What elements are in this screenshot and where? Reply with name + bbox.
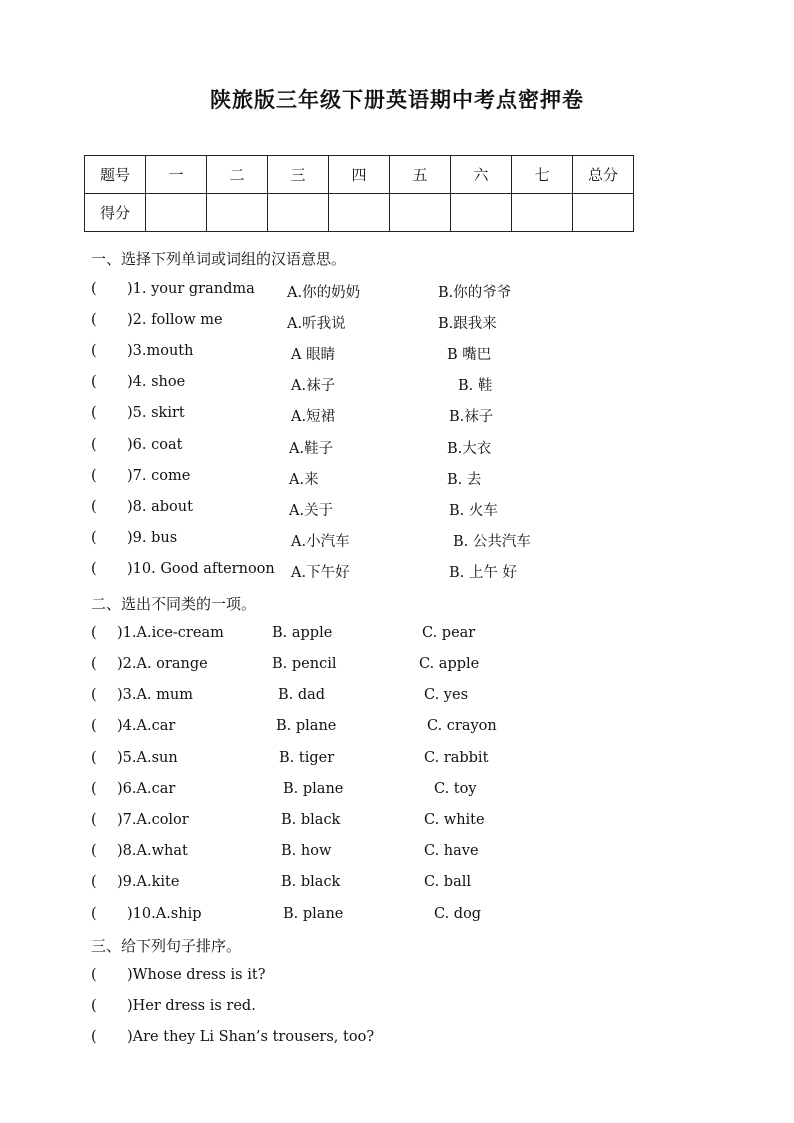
question-text: )4.A.car bbox=[117, 718, 176, 734]
option-b: B. 鞋 bbox=[458, 378, 493, 394]
option-b: B 嘴巴 bbox=[447, 347, 492, 363]
score-cell: 六 bbox=[451, 156, 512, 194]
score-cell: 总分 bbox=[573, 156, 634, 194]
score-table-score-row bbox=[85, 194, 634, 232]
sentence-text: )Are they Li Shan’s trousers, too? bbox=[127, 1029, 375, 1045]
option-b: B. 去 bbox=[447, 472, 482, 488]
page-title: 陕旅版三年级下册英语期中考点密押卷 bbox=[210, 87, 584, 112]
option-b: B. 火车 bbox=[449, 503, 498, 519]
answer-paren[interactable]: ( bbox=[91, 687, 97, 703]
option-c: C. rabbit bbox=[424, 750, 489, 766]
option-a: A.来 bbox=[289, 472, 319, 488]
question-text: )10. Good afternoon bbox=[127, 561, 275, 577]
option-b: B. dad bbox=[278, 687, 326, 703]
score-input-cell[interactable] bbox=[512, 194, 573, 232]
answer-paren[interactable]: ( bbox=[91, 405, 97, 421]
answer-paren[interactable]: ( bbox=[91, 967, 97, 983]
answer-paren[interactable]: ( bbox=[91, 312, 97, 328]
answer-paren[interactable]: ( bbox=[91, 874, 97, 890]
question-text: )10.A.ship bbox=[127, 906, 202, 922]
score-cell: 五 bbox=[390, 156, 451, 194]
option-b: B. black bbox=[281, 874, 341, 890]
score-cell: 一 bbox=[146, 156, 207, 194]
option-b: B. how bbox=[281, 843, 332, 859]
question-text: )2.A. orange bbox=[117, 656, 208, 672]
score-cell: 二 bbox=[207, 156, 268, 194]
sentence-text: )Her dress is red. bbox=[127, 998, 256, 1014]
answer-paren[interactable]: ( bbox=[91, 530, 97, 546]
answer-paren[interactable]: ( bbox=[91, 561, 97, 577]
section3-heading: 三、给下列句子排序。 bbox=[91, 937, 242, 955]
score-cell: 三 bbox=[268, 156, 329, 194]
question-text: )5.A.sun bbox=[117, 750, 178, 766]
question-text: )9.A.kite bbox=[117, 874, 180, 890]
score-cell: 七 bbox=[512, 156, 573, 194]
answer-paren[interactable]: ( bbox=[91, 656, 97, 672]
question-text: )2. follow me bbox=[127, 312, 223, 328]
question-text: )3.A. mum bbox=[117, 687, 194, 703]
option-a: A.小汽车 bbox=[291, 534, 350, 550]
option-b: B. plane bbox=[283, 781, 344, 797]
question-text: )4. shoe bbox=[127, 374, 186, 390]
answer-paren[interactable]: ( bbox=[91, 812, 97, 828]
question-text: )8.A.what bbox=[117, 843, 188, 859]
option-b: B. 公共汽车 bbox=[453, 534, 531, 550]
option-c: C. dog bbox=[434, 906, 482, 922]
option-b: B.大衣 bbox=[447, 441, 492, 457]
section1-heading: 一、选择下列单词或词组的汉语意思。 bbox=[91, 250, 347, 268]
question-text: )7. come bbox=[127, 468, 191, 484]
answer-paren[interactable]: ( bbox=[91, 750, 97, 766]
option-a: A.鞋子 bbox=[289, 441, 334, 457]
score-input-cell[interactable] bbox=[390, 194, 451, 232]
option-b: B.跟我来 bbox=[438, 316, 497, 332]
answer-paren[interactable]: ( bbox=[91, 718, 97, 734]
answer-paren[interactable]: ( bbox=[91, 281, 97, 297]
option-a: A 眼睛 bbox=[291, 347, 336, 363]
answer-paren[interactable]: ( bbox=[91, 374, 97, 390]
option-b: B. black bbox=[281, 812, 341, 828]
option-b: B. pencil bbox=[272, 656, 337, 672]
question-text: )1. your grandma bbox=[127, 281, 255, 297]
score-table bbox=[84, 155, 634, 232]
option-b: B.你的爷爷 bbox=[438, 285, 512, 301]
answer-paren[interactable]: ( bbox=[91, 468, 97, 484]
option-c: C. pear bbox=[422, 625, 476, 641]
score-cell: 四 bbox=[329, 156, 390, 194]
question-text: )6. coat bbox=[127, 437, 183, 453]
score-input-cell[interactable] bbox=[573, 194, 634, 232]
sentence-text: )Whose dress is it? bbox=[127, 967, 266, 983]
question-text: )3.mouth bbox=[127, 343, 194, 359]
score-cell: 题号 bbox=[85, 156, 146, 194]
answer-paren[interactable]: ( bbox=[91, 1029, 97, 1045]
answer-paren[interactable]: ( bbox=[91, 437, 97, 453]
option-c: C. yes bbox=[424, 687, 469, 703]
question-text: )7.A.color bbox=[117, 812, 189, 828]
option-c: C. toy bbox=[434, 781, 477, 797]
answer-paren[interactable]: ( bbox=[91, 499, 97, 515]
option-b: B. 上午 好 bbox=[449, 565, 517, 581]
score-input-cell[interactable] bbox=[268, 194, 329, 232]
question-text: )8. about bbox=[127, 499, 193, 515]
answer-paren[interactable]: ( bbox=[91, 343, 97, 359]
option-b: B.袜子 bbox=[449, 409, 494, 425]
question-text: )9. bus bbox=[127, 530, 178, 546]
section2-heading: 二、选出不同类的一项。 bbox=[91, 595, 257, 613]
option-b: B. plane bbox=[283, 906, 344, 922]
option-c: C. apple bbox=[419, 656, 480, 672]
option-b: B. plane bbox=[276, 718, 337, 734]
score-input-cell[interactable] bbox=[451, 194, 512, 232]
answer-paren[interactable]: ( bbox=[91, 998, 97, 1014]
option-a: A.短裙 bbox=[291, 409, 336, 425]
score-input-cell[interactable] bbox=[146, 194, 207, 232]
option-a: A.下午好 bbox=[291, 565, 350, 581]
option-c: C. have bbox=[424, 843, 479, 859]
answer-paren[interactable]: ( bbox=[91, 781, 97, 797]
option-c: C. ball bbox=[424, 874, 471, 890]
answer-paren[interactable]: ( bbox=[91, 843, 97, 859]
option-a: A.你的奶奶 bbox=[287, 285, 361, 301]
score-table-header-row bbox=[85, 156, 634, 194]
option-a: A.关于 bbox=[289, 503, 334, 519]
option-c: C. crayon bbox=[427, 718, 497, 734]
question-text: )5. skirt bbox=[127, 405, 185, 421]
question-text: )6.A.car bbox=[117, 781, 176, 797]
score-input-cell[interactable] bbox=[207, 194, 268, 232]
question-text: )1.A.ice-cream bbox=[117, 625, 224, 641]
answer-paren[interactable]: ( bbox=[91, 906, 97, 922]
score-cell: 得分 bbox=[85, 194, 146, 232]
option-b: B. tiger bbox=[279, 750, 335, 766]
option-a: A.听我说 bbox=[287, 316, 346, 332]
option-a: A.袜子 bbox=[291, 378, 336, 394]
option-c: C. white bbox=[424, 812, 485, 828]
option-b: B. apple bbox=[272, 625, 333, 641]
score-input-cell[interactable] bbox=[329, 194, 390, 232]
answer-paren[interactable]: ( bbox=[91, 625, 97, 641]
